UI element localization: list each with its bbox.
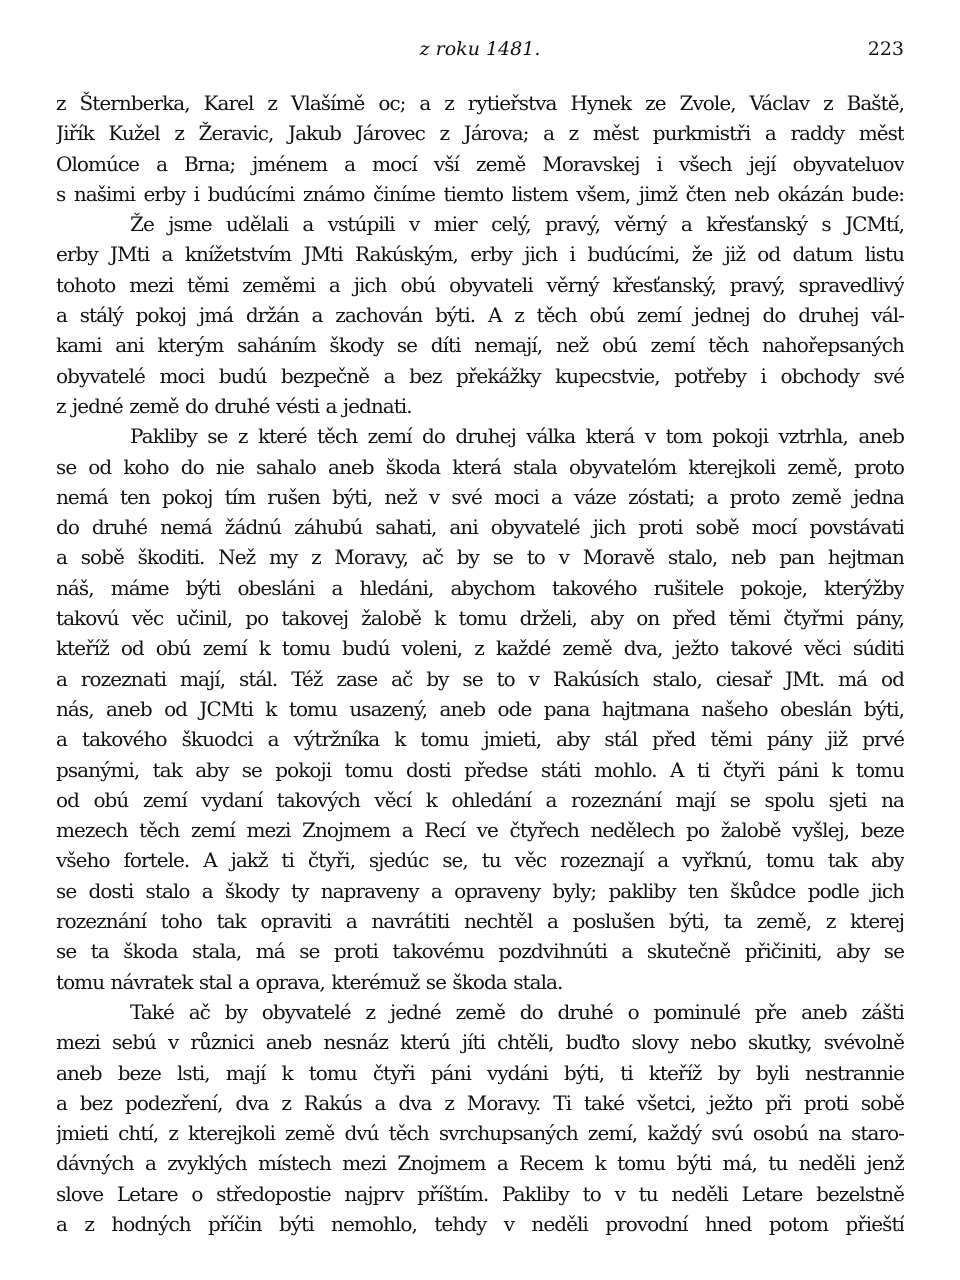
text-line: se dosti stalo a škody ty napraveny a opraveny byly; pakliby ten škůdce podle jich <box>56 878 904 903</box>
text-line: s našimi erby i budúcími známo činíme tiemto listem všem, jimž čten neb okázán bude: <box>56 181 904 206</box>
text-line: kami ani kterým saháním škody se díti nemají, než obú zemí těch nahořepsaných <box>56 333 904 358</box>
text-line: rozeznání toho tak opraviti a navrátiti nechtěl a poslušen býti, ta země, z kterej <box>56 909 904 934</box>
text-line: kteříž od obú zemí k tomu budú voleni, z každé země dva, ježto takové věci súditi <box>56 636 904 661</box>
paragraph-start-line: Pakliby se z které těch zemí do druhej válka která v tom pokoji vztrhla, aneb <box>130 424 904 449</box>
text-line: dávných a zvyklých místech mezi Znojmem a Recem k tomu býti má, tu neděli jenž <box>56 1151 904 1176</box>
body-text <box>56 88 904 1239</box>
text-line: a takového škuodci a výtržníka k tomu jmieti, aby stál před těmi pány již prvé <box>56 727 904 752</box>
text-line: se od koho do nie sahalo aneb škoda která stala obyvatelóm kterejkoli země, proto <box>56 454 904 479</box>
text-line: slove Letare o středopostie najprv příštím. Pakliby to v tu neděli Letare bezelstně <box>56 1181 904 1206</box>
paragraph-start-line: Že jsme udělali a vstúpili v mier celý, pravý, věrný a křesťanský s JCMtí, <box>130 212 904 237</box>
text-line: nemá ten pokoj tím rušen býti, než v své moci a váze zóstati; a proto země jedna <box>56 484 904 509</box>
text-line: z Šternberka, Karel z Vlašímě oc; a z rytieřstva Hynek ze Zvole, Václav z Baště, <box>56 91 904 115</box>
text-line: psanými, tak aby se pokoji tomu dosti předse státi mohlo. A ti čtyři páni k tomu <box>56 757 904 782</box>
text-line: tohoto mezi těmi zeměmi a jich obú obyvateli věrný křesťanský, pravý, spravedlivý <box>56 272 904 297</box>
text-line: náš, máme býti obesláni a hledáni, abychom takového rušitele pokoje, kterýžby <box>56 575 904 600</box>
text-line: erby JMti a knížetstvím JMti Rakúským, erby jich i budúcími, že již od datum listu <box>56 242 904 267</box>
paragraph-end-line: z jedné země do druhé vésti a jednati. <box>56 393 412 418</box>
text-line: a bez podezření, dva z Rakús a dva z Moravy. Ti také všetci, ježto při proti sobě <box>56 1090 904 1115</box>
text-line: a sobě škoditi. Než my z Moravy, ač by se to v Moravě stalo, neb pan hejtman <box>56 545 904 570</box>
text-line: a rozeznati mají, stál. Též zase ač by se to v Rakúsích stalo, ciesař JMt. má od <box>56 666 904 691</box>
text-line: mezi sebú v různici aneb nesnáz kterú jíti chtěli, buďto slovy nebo skutky, svévolně <box>56 1030 904 1055</box>
text-line: všeho fortele. A jakž ti čtyři, sjedúc se, tu věc rozeznají a vyřknú, tomu tak aby <box>56 848 904 873</box>
text-line: jmieti chtí, z kterejkoli země dvú těch svrchupsaných zemí, každý svú osobú na staro- <box>56 1121 904 1146</box>
text-line: nás, aneb od JCMti k tomu usazený, aneb ode pana hajtmana našeho obeslán býti, <box>56 696 904 721</box>
text-line: od obú zemí vydaní takových věcí k ohledání a rozeznání mají se spolu sjeti na <box>56 787 904 812</box>
text-line: a stálý pokoj jmá držán a zachován býti. A z těch obú zemí jednej do druhej vál- <box>56 303 904 328</box>
text-line: Jiřík Kužel z Žeravic, Jakub Járovec z Járova; a z měst purkmistři a raddy měst <box>56 121 904 146</box>
text-line: do druhé nemá žádnú záhubú sahati, ani obyvatelé jich proti sobě mocí povstávati <box>56 515 904 540</box>
paragraph-end-line: tomu návratek stal a oprava, kterémuž se škoda stala. <box>56 969 563 994</box>
running-header <box>56 38 904 62</box>
text-line: Olomúce a Brna; jménem a mocí vší země Moravskej i všech její obyvateluov <box>56 151 904 176</box>
page-number: 223 <box>867 38 904 60</box>
text-line: obyvatelé moci budú bezpečně a bez překážky kupecstvie, potřeby i obchody své <box>56 363 904 388</box>
text-line: a z hodných příčin býti nemohlo, tehdy v neděli provodní hned potom přieští <box>56 1211 904 1236</box>
paragraph-start-line: Také ač by obyvatelé z jedné země do druhé o pominulé pře aneb zášti <box>130 999 904 1024</box>
running-title: z roku 1481. <box>419 38 541 60</box>
text-line: mezech těch zemí mezi Znojmem a Recí ve čtyřech nedělech po žalobě vyšlej, beze <box>56 818 904 843</box>
text-line: aneb beze lsti, mají k tomu čtyři páni vydáni býti, ti kteříž by byli nestrannie <box>56 1060 904 1085</box>
text-line: se ta škoda stala, má se proti takovému pozdvihnúti a skutečně přičiniti, aby se <box>56 939 904 964</box>
text-line: takovú věc učinil, po takovej žalobě k tomu drželi, aby on před těmi čtyřmi pány, <box>56 606 904 631</box>
